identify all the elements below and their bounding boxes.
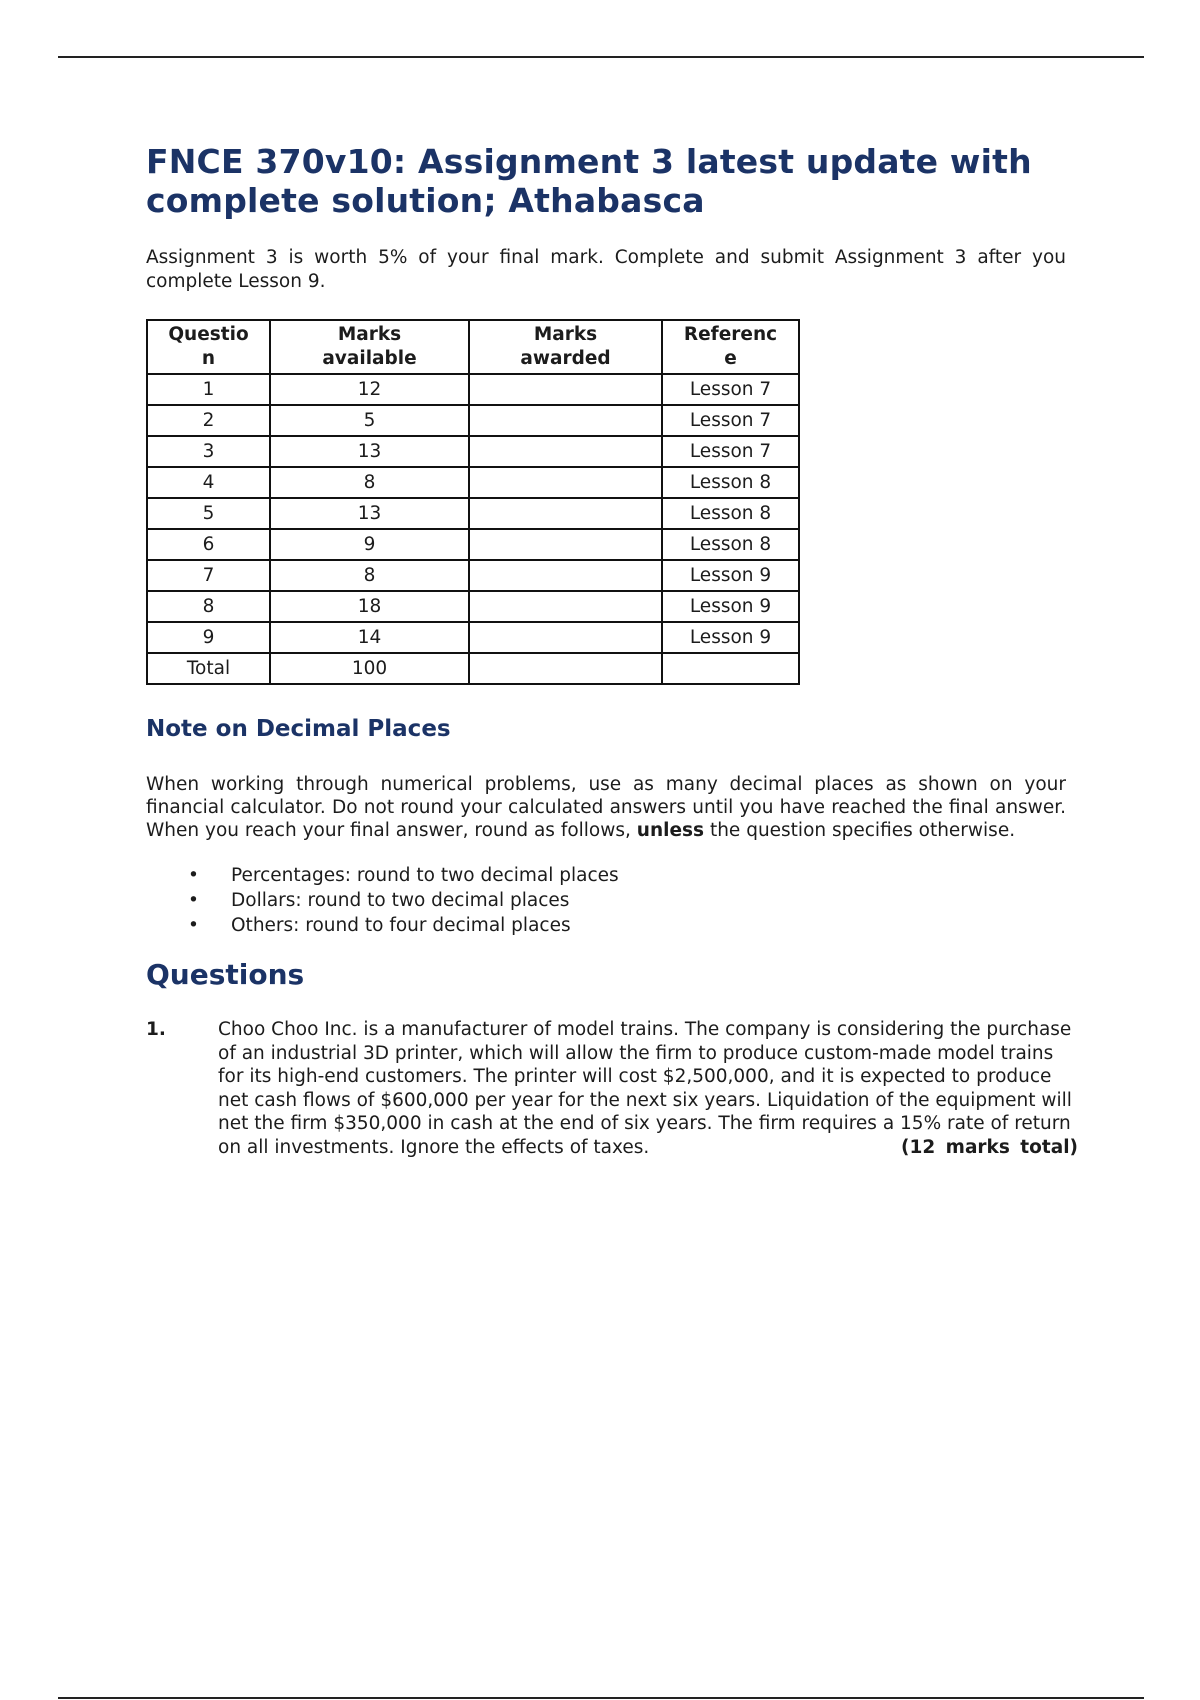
title-line-1: FNCE 370v10: Assignment 3 latest update with bbox=[146, 142, 1032, 181]
cell-question: 9 bbox=[147, 622, 270, 653]
cell-marks-awarded bbox=[469, 529, 662, 560]
cell-marks-awarded bbox=[469, 591, 662, 622]
cell-marks-available: 9 bbox=[270, 529, 469, 560]
footer-rule bbox=[58, 1697, 1144, 1699]
cell-reference: Lesson 9 bbox=[662, 622, 799, 653]
title-line-2: complete solution; Athabasca bbox=[146, 181, 705, 220]
question-1 bbox=[146, 1018, 1078, 1159]
table-row bbox=[147, 560, 799, 591]
table-row bbox=[147, 529, 799, 560]
header-rule bbox=[58, 56, 1144, 58]
cell-reference: Lesson 8 bbox=[662, 529, 799, 560]
cell-reference bbox=[662, 653, 799, 684]
marks-table-header-row bbox=[147, 320, 799, 374]
cell-marks-available: 5 bbox=[270, 405, 469, 436]
cell-reference: Lesson 9 bbox=[662, 591, 799, 622]
cell-reference: Lesson 8 bbox=[662, 498, 799, 529]
header-marks-available: Marks available bbox=[270, 320, 469, 374]
list-item: • Dollars: round to two decimal places bbox=[188, 890, 570, 911]
cell-marks-available: 8 bbox=[270, 560, 469, 591]
header-marks-awarded: Marks awarded bbox=[469, 320, 662, 374]
rounding-rules-list bbox=[146, 863, 1066, 938]
cell-question: 2 bbox=[147, 405, 270, 436]
question-number: 1. bbox=[146, 1019, 166, 1040]
cell-question: 6 bbox=[147, 529, 270, 560]
question-text: Choo Choo Inc. is a manufacturer of model trains. The company is considering the purchase of an industrial 3D printer, which will allow the firm to produce custom-made model trains for its high-end customers. The printer will cost $2,500,000, and it is expected to produce net cash flows of $600,000 per year for the next six years. Liquidation of the equipment will net the firm $350,000 in cash at the end of six years. The firm requires a 15% rate of return on all investments. Ignore the effects of taxes. bbox=[218, 1019, 1072, 1158]
cell-reference: Lesson 7 bbox=[662, 374, 799, 405]
decimal-note-paragraph: When working through numerical problems, use as many decimal places as shown on your financial calculator. Do not round your calculated answers until you have reached the final answer. When you reach your final answer, round as follows, unless the question specifies otherwise. bbox=[146, 774, 1066, 841]
table-row bbox=[147, 622, 799, 653]
marks-table bbox=[146, 319, 800, 685]
cell-marks-available: 8 bbox=[270, 467, 469, 498]
cell-marks-awarded bbox=[469, 405, 662, 436]
cell-reference: Lesson 9 bbox=[662, 560, 799, 591]
cell-marks-awarded bbox=[469, 622, 662, 653]
bullet-icon: • bbox=[188, 915, 199, 936]
table-row bbox=[147, 374, 799, 405]
table-row bbox=[147, 467, 799, 498]
cell-marks-awarded bbox=[469, 436, 662, 467]
cell-question: 4 bbox=[147, 467, 270, 498]
cell-marks-available: 14 bbox=[270, 622, 469, 653]
question-marks: (12 marks total) bbox=[901, 1136, 1078, 1158]
cell-marks-available: 13 bbox=[270, 436, 469, 467]
cell-marks-available: 18 bbox=[270, 591, 469, 622]
decimal-note-heading: Note on Decimal Places bbox=[146, 716, 451, 742]
cell-marks-awarded bbox=[469, 374, 662, 405]
table-row bbox=[147, 436, 799, 467]
intro-paragraph: Assignment 3 is worth 5% of your final mark. Complete and submit Assignment 3 after you complete Lesson 9. bbox=[146, 247, 1066, 292]
cell-reference: Lesson 7 bbox=[662, 405, 799, 436]
cell-marks-available: 13 bbox=[270, 498, 469, 529]
cell-question: Total bbox=[147, 653, 270, 684]
cell-question: 5 bbox=[147, 498, 270, 529]
table-row bbox=[147, 653, 799, 684]
cell-reference: Lesson 8 bbox=[662, 467, 799, 498]
cell-marks-available: 12 bbox=[270, 374, 469, 405]
cell-question: 7 bbox=[147, 560, 270, 591]
cell-marks-available: 100 bbox=[270, 653, 469, 684]
document-title bbox=[146, 142, 1066, 220]
bullet-icon: • bbox=[188, 865, 199, 886]
table-row bbox=[147, 405, 799, 436]
cell-marks-awarded bbox=[469, 653, 662, 684]
cell-question: 8 bbox=[147, 591, 270, 622]
table-row bbox=[147, 498, 799, 529]
questions-heading: Questions bbox=[146, 958, 305, 991]
header-reference: Referenc e bbox=[662, 320, 799, 374]
document-body bbox=[146, 142, 1078, 1159]
cell-marks-awarded bbox=[469, 498, 662, 529]
cell-marks-awarded bbox=[469, 560, 662, 591]
unless-emphasis: unless bbox=[636, 820, 705, 841]
header-question: Questio n bbox=[147, 320, 270, 374]
cell-question: 3 bbox=[147, 436, 270, 467]
list-item: • Others: round to four decimal places bbox=[188, 915, 571, 936]
list-item: • Percentages: round to two decimal places bbox=[188, 865, 619, 886]
cell-reference: Lesson 7 bbox=[662, 436, 799, 467]
cell-question: 1 bbox=[147, 374, 270, 405]
table-row bbox=[147, 591, 799, 622]
bullet-icon: • bbox=[188, 890, 199, 911]
cell-marks-awarded bbox=[469, 467, 662, 498]
